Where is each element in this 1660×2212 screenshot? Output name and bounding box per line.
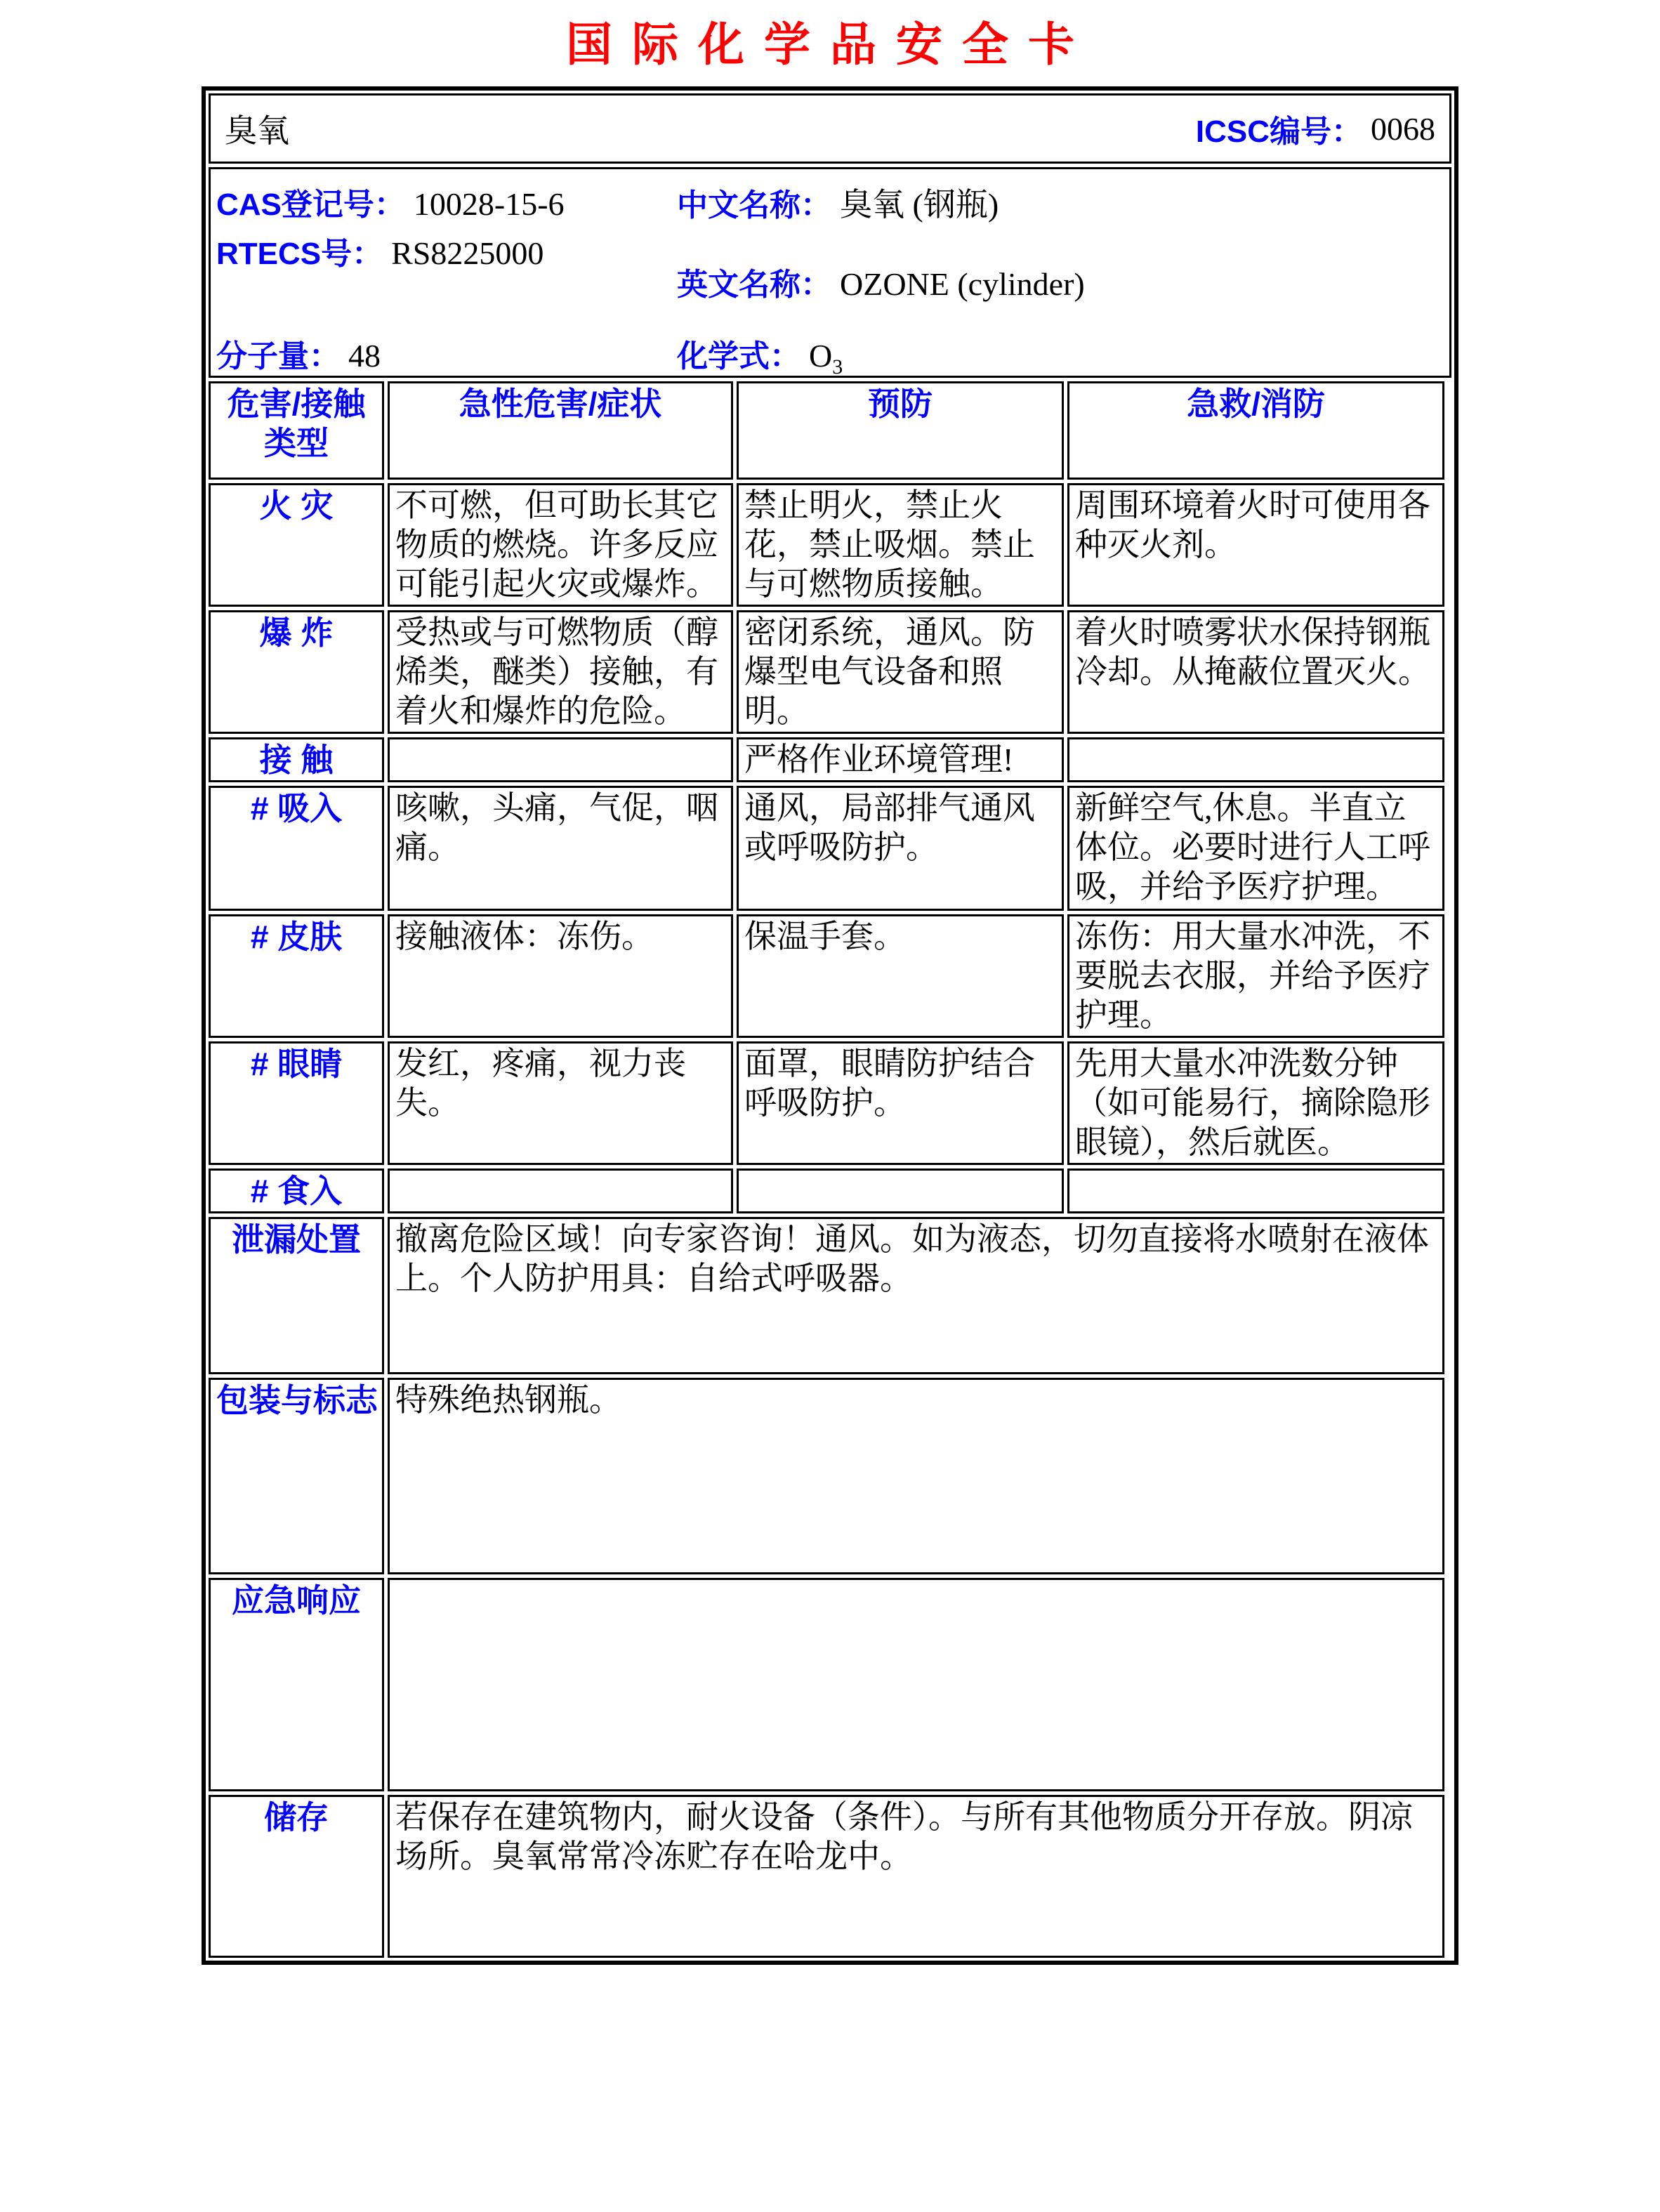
row-fire-symptoms: 不可燃，但可助长其它物质的燃烧。许多反应可能引起火灾或爆炸。 — [388, 483, 733, 607]
row-spillage-label: 泄漏处置 — [209, 1217, 384, 1374]
molecular-weight-value: 48 — [348, 338, 381, 374]
row-fire-prevention: 禁止明火，禁止火花，禁止吸烟。禁止与可燃物质接触。 — [737, 483, 1064, 607]
cas-value: 10028-15-6 — [413, 186, 565, 222]
chinese-name-value: 臭氧 (钢瓶) — [840, 187, 999, 223]
row-ingestion — [209, 1168, 1444, 1213]
row-exposure-label: 接 触 — [209, 737, 384, 782]
identity-section — [209, 167, 1451, 378]
formula-label: 化学式： — [677, 339, 801, 374]
row-ingestion-symptoms — [388, 1168, 733, 1213]
molecular-weight-field — [216, 331, 381, 376]
rtecs-field — [216, 228, 544, 273]
row-explosion-symptoms: 受热或与可燃物质（醇烯类，醚类）接触，有着火和爆炸的危险。 — [388, 610, 733, 734]
substance-header-row — [209, 93, 1451, 164]
row-eyes-label: # 眼睛 — [209, 1041, 384, 1165]
row-explosion-first-aid: 着火时喷雾状水保持钢瓶冷却。从掩蔽位置灭火。 — [1067, 610, 1444, 734]
row-packaging — [209, 1378, 1444, 1574]
icsc-number-group — [1196, 106, 1435, 151]
row-exposure-first-aid — [1067, 737, 1444, 782]
page-title: 国际化学品安全卡 — [566, 18, 1094, 70]
substance-name: 臭氧 — [225, 113, 289, 149]
row-inhalation — [209, 786, 1444, 911]
row-packaging-label: 包装与标志 — [209, 1378, 384, 1574]
english-name-field — [677, 259, 1085, 304]
row-inhalation-label: # 吸入 — [209, 786, 384, 911]
row-fire-first-aid: 周围环境着火时可使用各种灭火剂。 — [1067, 483, 1444, 607]
row-inhalation-prevention: 通风，局部排气通风或呼吸防护。 — [737, 786, 1064, 911]
row-eyes-symptoms: 发红，疼痛，视力丧失。 — [388, 1041, 733, 1165]
formula-value: $O_3$ — [809, 338, 843, 379]
cas-field — [216, 179, 565, 224]
row-emergency-response — [209, 1578, 1444, 1791]
row-eyes — [209, 1041, 1444, 1165]
cas-label: CAS登记号： — [216, 187, 405, 222]
safety-card — [202, 86, 1458, 1965]
row-skin-prevention: 保温手套。 — [737, 914, 1064, 1038]
row-exposure-symptoms — [388, 737, 733, 782]
row-fire-label: 火 灾 — [209, 483, 384, 607]
row-skin-label: # 皮肤 — [209, 914, 384, 1038]
row-storage-label: 储存 — [209, 1795, 384, 1958]
row-explosion — [209, 610, 1444, 734]
header-type: 危害/接触 类型 — [209, 381, 384, 480]
row-skin — [209, 914, 1444, 1038]
row-storage-content: 若保存在建筑物内，耐火设备（条件）。与所有其他物质分开存放。阴凉场所。臭氧常常冷冻贮存在哈龙中。 — [388, 1795, 1444, 1958]
icsc-number: 0068 — [1371, 110, 1435, 147]
header-symptoms: 急性危害/症状 — [388, 381, 733, 480]
row-inhalation-first-aid: 新鲜空气,休息。半直立体位。必要时进行人工呼吸，并给予医疗护理。 — [1067, 786, 1444, 911]
row-ingestion-label: # 食入 — [209, 1168, 384, 1213]
header-row — [209, 381, 1444, 480]
rtecs-label: RTECS号： — [216, 237, 383, 271]
english-name-value: OZONE (cylinder) — [840, 266, 1085, 302]
row-emergency-response-label: 应急响应 — [209, 1578, 384, 1791]
row-eyes-first-aid: 先用大量水冲洗数分钟（如可能易行，摘除隐形眼镜），然后就医。 — [1067, 1041, 1444, 1165]
row-skin-first-aid: 冻伤：用大量水冲洗，不要脱去衣服，并给予医疗护理。 — [1067, 914, 1444, 1038]
rtecs-value: RS8225000 — [391, 235, 544, 271]
row-ingestion-prevention — [737, 1168, 1064, 1213]
header-first-aid: 急救/消防 — [1067, 381, 1444, 480]
row-fire — [209, 483, 1444, 607]
row-explosion-label: 爆 炸 — [209, 610, 384, 734]
row-inhalation-symptoms: 咳嗽，头痛，气促，咽痛。 — [388, 786, 733, 911]
row-exposure — [209, 737, 1444, 782]
chinese-name-field — [677, 179, 999, 225]
header-prevention: 预防 — [737, 381, 1064, 480]
row-eyes-prevention: 面罩，眼睛防护结合呼吸防护。 — [737, 1041, 1064, 1165]
molecular-weight-label: 分子量： — [216, 339, 340, 374]
formula-subscript: 3 — [832, 355, 843, 379]
row-spillage-content: 撤离危险区域！向专家咨询！通风。如为液态，切勿直接将水喷射在液体上。个人防护用具：自给式呼吸器。 — [388, 1217, 1444, 1374]
hazard-table — [205, 378, 1448, 1961]
row-spillage — [209, 1217, 1444, 1374]
row-packaging-content: 特殊绝热钢瓶。 — [388, 1378, 1444, 1574]
row-ingestion-first-aid — [1067, 1168, 1444, 1213]
row-emergency-response-content — [388, 1578, 1444, 1791]
icsc-label: ICSC编号： — [1195, 114, 1362, 149]
chinese-name-label: 中文名称： — [677, 188, 831, 223]
row-storage — [209, 1795, 1444, 1958]
row-skin-symptoms: 接触液体：冻伤。 — [388, 914, 733, 1038]
row-exposure-prevention: 严格作业环境管理! — [737, 737, 1064, 782]
formula-field — [677, 331, 843, 379]
row-explosion-prevention: 密闭系统，通风。防爆型电气设备和照明。 — [737, 610, 1064, 734]
english-name-label: 英文名称： — [677, 268, 831, 302]
